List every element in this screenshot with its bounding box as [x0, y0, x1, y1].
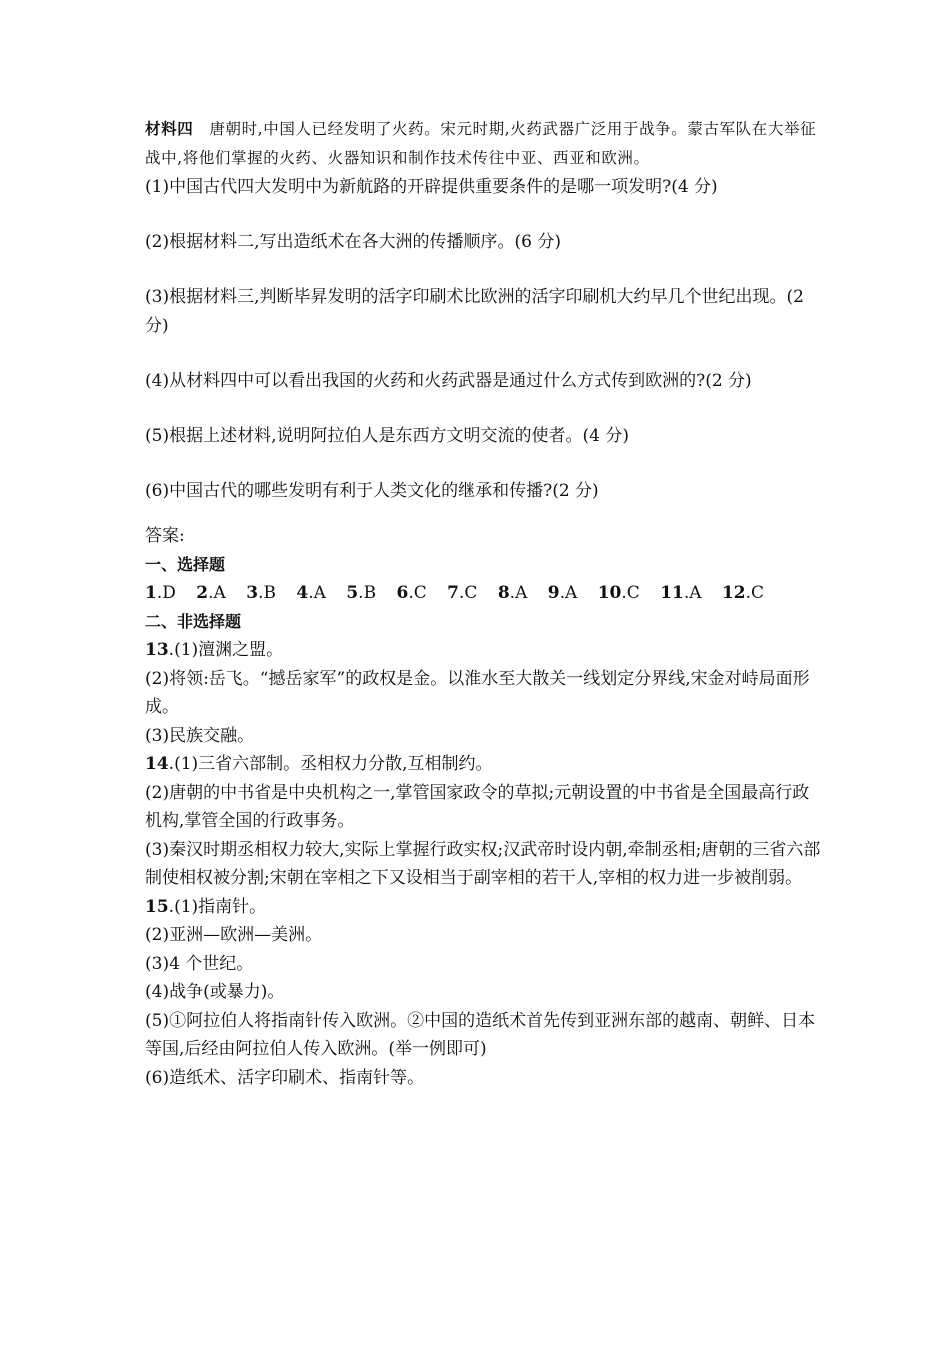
answer-14-part3: (3)秦汉时期丞相权力较大,实际上掌握行政实权;汉武帝时设内朝,牵制丞相;唐朝的三省六部制使相权被分割;宋朝在宰相之下又设相当于副宰相的若干人,宰相的权力进一步被削弱。	[145, 839, 821, 888]
choice-answer: 1.D	[145, 583, 176, 603]
answer-13-part1: 13.(1)澶渊之盟。	[145, 640, 284, 660]
answer-15-part3: (3)4 个世纪。	[145, 953, 254, 974]
answer-14-part2: (2)唐朝的中书省是中央机构之一,掌管国家政令的草拟;元朝设置的中书省是全国最高行政机构,掌管全国的行政事务。	[145, 782, 810, 831]
document-page	[145, 114, 825, 1092]
choice-answer: 5.B	[346, 583, 377, 603]
answer-13-part3: (3)民族交融。	[145, 725, 255, 746]
question-3: (3)根据材料三,判断毕昇发明的活字印刷术比欧洲的活字印刷机大约早几个世纪出现。(2 分)	[145, 287, 804, 336]
section-choice-heading: 一、选择题	[145, 554, 226, 574]
answer-15-part6: (6)造纸术、活字印刷术、指南针等。	[145, 1067, 425, 1088]
answer-13-part2: (2)将领:岳飞。“撼岳家军”的政权是金。以淮水至大散关一线划定分界线,宋金对峙局面形成。	[145, 668, 810, 717]
material-four-text: 唐朝时,中国人已经发明了火药。宋元时期,火药武器广泛用于战争。蒙古军队在大举征战中,将他们掌握的火药、火器知识和制作技术传往中亚、西亚和欧洲。	[145, 120, 817, 167]
choice-answers	[145, 579, 825, 608]
question-6: (6)中国古代的哪些发明有利于人类文化的继承和传播?(2 分)	[145, 481, 599, 501]
choice-answer: 7.C	[447, 583, 478, 603]
choice-answer: 12.C	[721, 583, 765, 603]
question-5: (5)根据上述材料,说明阿拉伯人是东西方文明交流的使者。(4 分)	[145, 426, 629, 446]
question-4: (4)从材料四中可以看出我国的火药和火药武器是通过什么方式传到欧洲的?(2 分)	[145, 371, 752, 391]
material-four-label: 材料四	[145, 119, 194, 138]
choice-answer: 3.B	[246, 583, 276, 603]
answer-15-part4: (4)战争(或暴力)。	[145, 982, 285, 1002]
choice-answer: 4.A	[296, 583, 326, 603]
choice-answer: 9.A	[547, 583, 578, 603]
answer-15-part2: (2)亚洲—欧洲—美洲。	[145, 925, 323, 945]
material-four	[145, 114, 825, 173]
choice-answer: 10.C	[597, 583, 640, 603]
answers-section	[145, 522, 825, 1092]
section-nonchoice-heading: 二、非选择题	[145, 611, 242, 631]
choice-answer: 6.C	[396, 583, 427, 603]
answer-15-part1: 15.(1)指南针。	[145, 896, 267, 917]
answer-14-part1: 14.(1)三省六部制。丞相权力分散,互相制约。	[145, 754, 493, 774]
choice-answer: 11.A	[660, 583, 702, 603]
choice-answer: 2.A	[196, 583, 226, 603]
answers-title: 答案:	[145, 526, 185, 546]
answer-15-part5: (5)①阿拉伯人将指南针传入欧洲。②中国的造纸术首先传到亚洲东部的越南、朝鲜、日本等国,后经由阿拉伯人传入欧洲。(举一例即可)	[145, 1010, 816, 1059]
question-1: (1)中国古代四大发明中为新航路的开辟提供重要条件的是哪一项发明?(4 分)	[145, 177, 718, 197]
question-2: (2)根据材料二,写出造纸术在各大洲的传播顺序。(6 分)	[145, 232, 561, 252]
choice-answer: 8.A	[497, 583, 528, 603]
